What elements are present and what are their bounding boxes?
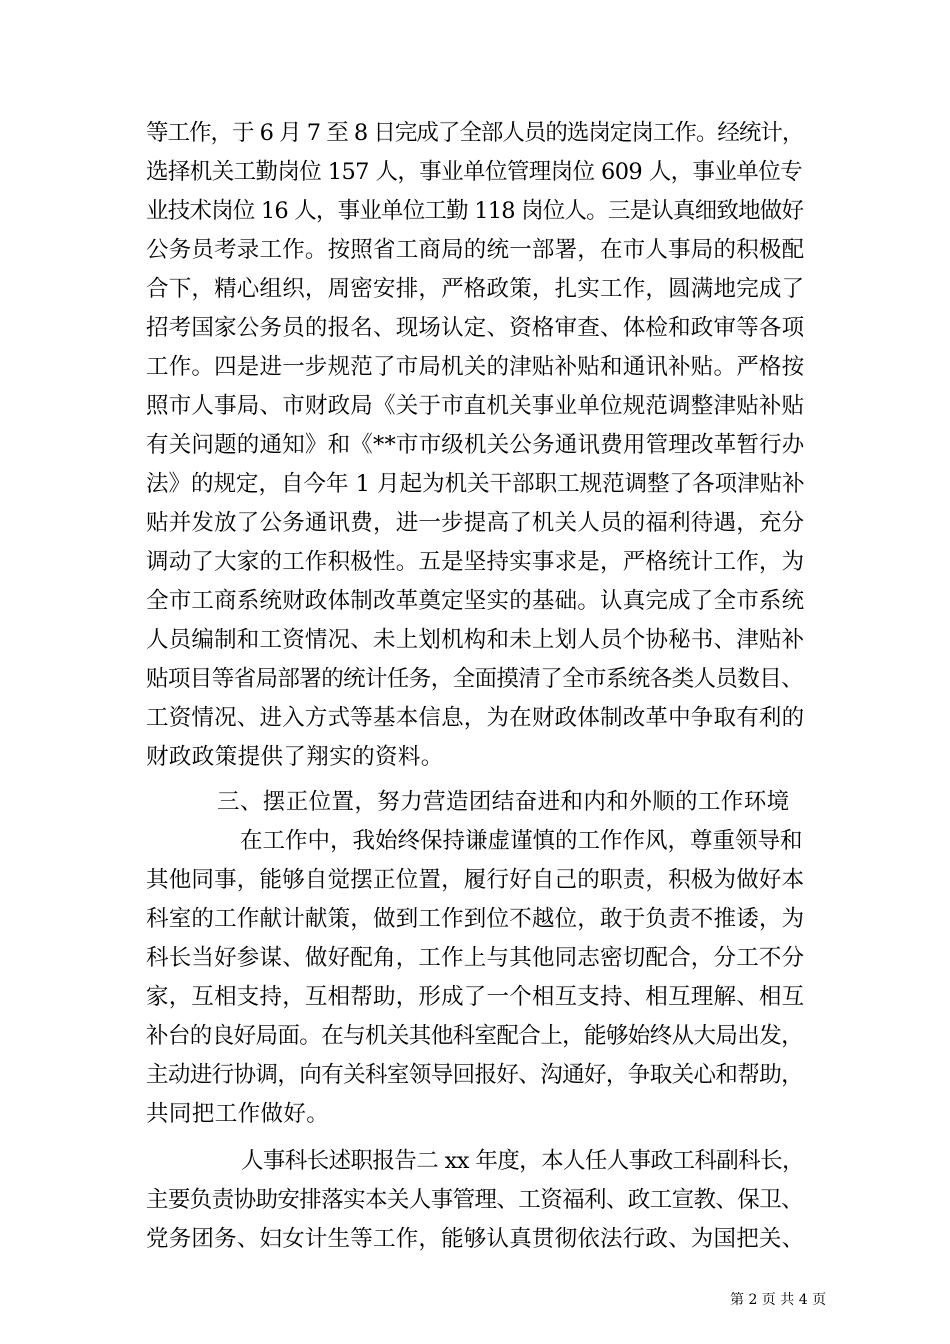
text-line: 共同把工作做好。 xyxy=(146,1101,330,1127)
text-line: 贴项目等省局部署的统计任务，全面摸清了全市系统各类人员数目、 xyxy=(146,666,804,692)
text-line: 财政政策提供了翔实的资料。 xyxy=(146,744,444,770)
text-line: 补台的良好局面。在与机关其他科室配合上，能够始终从大局出发， xyxy=(146,1023,804,1049)
text-line: 家，互相支持，互相帮助，形成了一个相互支持、相互理解、相互 xyxy=(146,984,805,1010)
page-number-footer: 第 2 页 共 4 页 xyxy=(730,1292,827,1308)
text-line: 工资情况、进入方式等基本信息，为在财政体制改革中争取有利的 xyxy=(146,705,805,731)
text-line: 合下，精心组织，周密安排，严格政策，扎实工作，圆满地完成了 xyxy=(146,276,805,302)
text-line: 科长当好参谋、做好配角，工作上与其他同志密切配合，分工不分 xyxy=(146,945,805,971)
text-line: 其他同事，能够自觉摆正位置，履行好自己的职责，积极为做好本 xyxy=(146,867,805,893)
text-line: 业技术岗位 16 人，事业单位工勤 118 岗位人。三是认真细致地做好 xyxy=(146,198,804,224)
text-line: 调动了大家的工作积极性。五是坚持实事求是，严格统计工作，为 xyxy=(146,549,805,575)
text-line: 工作。四是进一步规范了市局机关的津贴补贴和通讯补贴。严格按 xyxy=(146,354,805,380)
paragraph-first-line: 人事科长述职报告二 xx 年度，本人任人事政工科副科长， xyxy=(241,1148,804,1174)
text-line: 有关问题的通知》和《**市市级机关公务通讯费用管理改革暂行办 xyxy=(146,432,805,458)
text-line: 全市工商系统财政体制改革奠定坚实的基础。认真完成了全市系统 xyxy=(146,588,805,614)
text-line: 党务团务、妇女计生等工作，能够认真贯彻依法行政、为国把关、 xyxy=(146,1226,805,1252)
text-line: 法》的规定，自今年 1 月起为机关干部职工规范调整了各项津贴补 xyxy=(146,471,805,497)
section-heading: 三、摆正位置，努力营造团结奋进和内和外顺的工作环境 xyxy=(217,789,790,815)
text-line: 人员编制和工资情况、未上划机构和未上划人员个协秘书、津贴补 xyxy=(146,627,805,653)
text-line: 等工作，于 6 月 7 至 8 日完成了全部人员的选岗定岗工作。经统计， xyxy=(146,120,804,146)
text-line: 主要负责协助安排落实本关人事管理、工资福利、政工宣教、保卫、 xyxy=(146,1187,804,1213)
text-line: 贴并发放了公务通讯费，进一步提高了机关人员的福利待遇，充分 xyxy=(146,510,805,536)
text-line: 公务员考录工作。按照省工商局的统一部署，在市人事局的积极配 xyxy=(146,237,805,263)
text-line: 招考国家公务员的报名、现场认定、资格审查、体检和政审等各项 xyxy=(146,315,805,341)
text-line: 科室的工作献计献策，做到工作到位不越位，敢于负责不推诿，为 xyxy=(146,906,805,932)
text-line: 主动进行协调，向有关科室领导回报好、沟通好，争取关心和帮助， xyxy=(146,1062,804,1088)
text-line: 照市人事局、市财政局《关于市直机关事业单位规范调整津贴补贴 xyxy=(146,393,805,419)
paragraph-first-line: 在工作中，我始终保持谦虚谨慎的工作作风，尊重领导和 xyxy=(240,828,803,854)
text-line: 选择机关工勤岗位 157 人，事业单位管理岗位 609 人，事业单位专 xyxy=(146,159,803,185)
